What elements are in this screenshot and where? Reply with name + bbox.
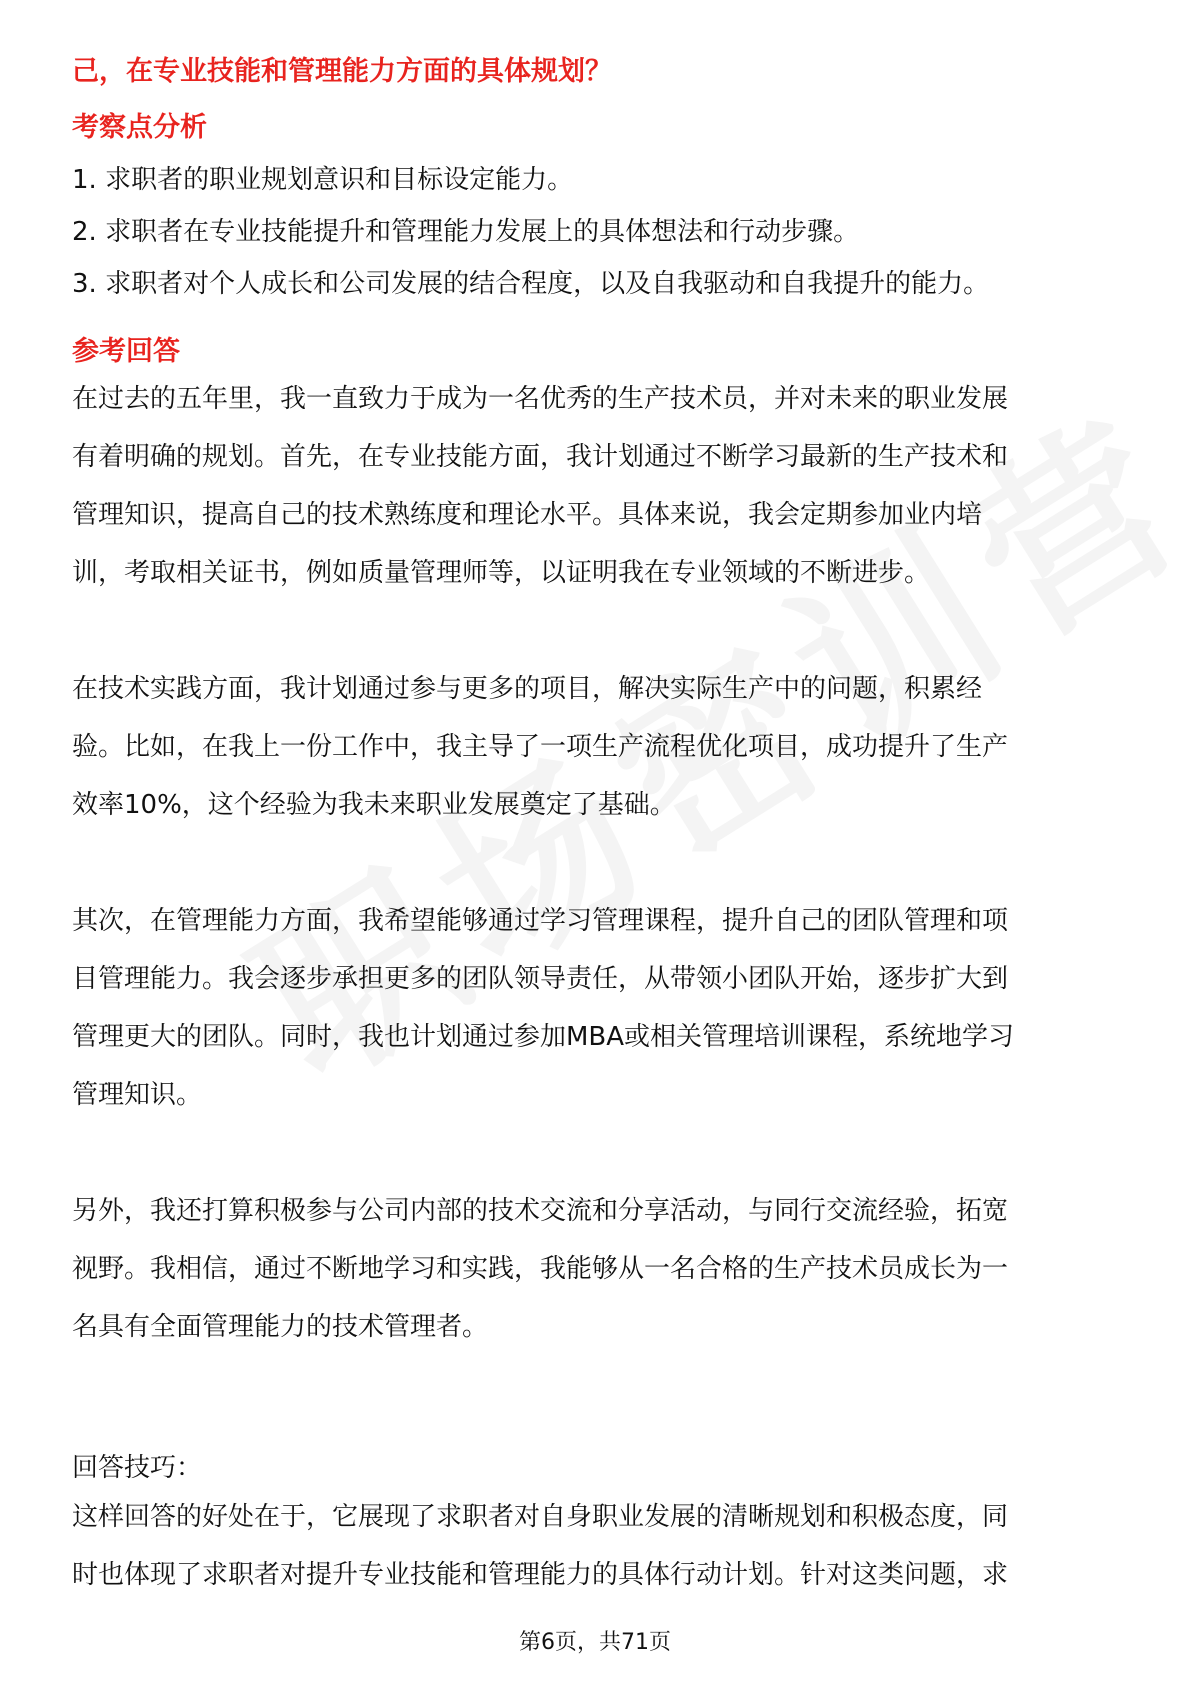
- paragraph-line: 视野。我相信，通过不断地学习和实践，我能够从一名合格的生产技术员成长为一: [72, 1254, 1009, 1284]
- paragraph-line: 在过去的五年里，我一直致力于成为一名优秀的生产技术员，并对未来的职业发展: [72, 384, 1009, 414]
- analysis-point-2: 2. 求职者在专业技能提升和管理能力发展上的具体想法和行动步骤。: [72, 217, 860, 247]
- paragraph-line: 时也体现了求职者对提升专业技能和管理能力的具体行动计划。针对这类问题，求: [72, 1560, 1009, 1590]
- answer-paragraph-3: [72, 892, 1122, 1124]
- question-heading: 己，在专业技能和管理能力方面的具体规划？: [72, 56, 612, 87]
- analysis-title: 考察点分析: [72, 112, 207, 143]
- paragraph-line: 管理知识，提高自己的技术熟练度和理论水平。具体来说，我会定期参加业内培: [72, 500, 983, 530]
- tips-heading: 回答技巧：: [72, 1453, 203, 1483]
- tips-paragraph: [72, 1488, 1122, 1604]
- paragraph-line: 其次，在管理能力方面，我希望能够通过学习管理课程，提升自己的团队管理和项: [72, 906, 1009, 936]
- paragraph-line: 目管理能力。我会逐步承担更多的团队领导责任，从带领小团队开始，逐步扩大到: [72, 964, 1009, 994]
- paragraph-line: 这样回答的好处在于，它展现了求职者对自身职业发展的清晰规划和积极态度，同: [72, 1502, 1009, 1532]
- paragraph-line: 名具有全面管理能力的技术管理者。: [72, 1312, 489, 1342]
- paragraph-line: 管理知识。: [72, 1080, 203, 1110]
- analysis-point-1: 1. 求职者的职业规划意识和目标设定能力。: [72, 165, 574, 195]
- answer-title: 参考回答: [72, 336, 180, 367]
- paragraph-line: 有着明确的规划。首先，在专业技能方面，我计划通过不断学习最新的生产技术和: [72, 442, 1009, 472]
- answer-paragraph-1: [72, 370, 1122, 602]
- paragraph-line: 验。比如，在我上一份工作中，我主导了一项生产流程优化项目，成功提升了生产: [72, 732, 1009, 762]
- paragraph-line: 在技术实践方面，我计划通过参与更多的项目，解决实际生产中的问题，积累经: [72, 674, 983, 704]
- paragraph-line: 效率10%，这个经验为我未来职业发展奠定了基础。: [72, 790, 676, 820]
- page-number: 第6页，共71页: [519, 1630, 671, 1655]
- answer-paragraph-2: [72, 660, 1122, 834]
- paragraph-line: 另外，我还打算积极参与公司内部的技术交流和分享活动，与同行交流经验，拓宽: [72, 1196, 1009, 1226]
- paragraph-line: 训，考取相关证书，例如质量管理师等，以证明我在专业领域的不断进步。: [72, 558, 931, 588]
- paragraph-line: 管理更大的团队。同时，我也计划通过参加MBA或相关管理培训课程，系统地学习: [72, 1022, 1015, 1052]
- analysis-point-3: 3. 求职者对个人成长和公司发展的结合程度，以及自我驱动和自我提升的能力。: [72, 269, 990, 299]
- answer-paragraph-4: [72, 1182, 1122, 1356]
